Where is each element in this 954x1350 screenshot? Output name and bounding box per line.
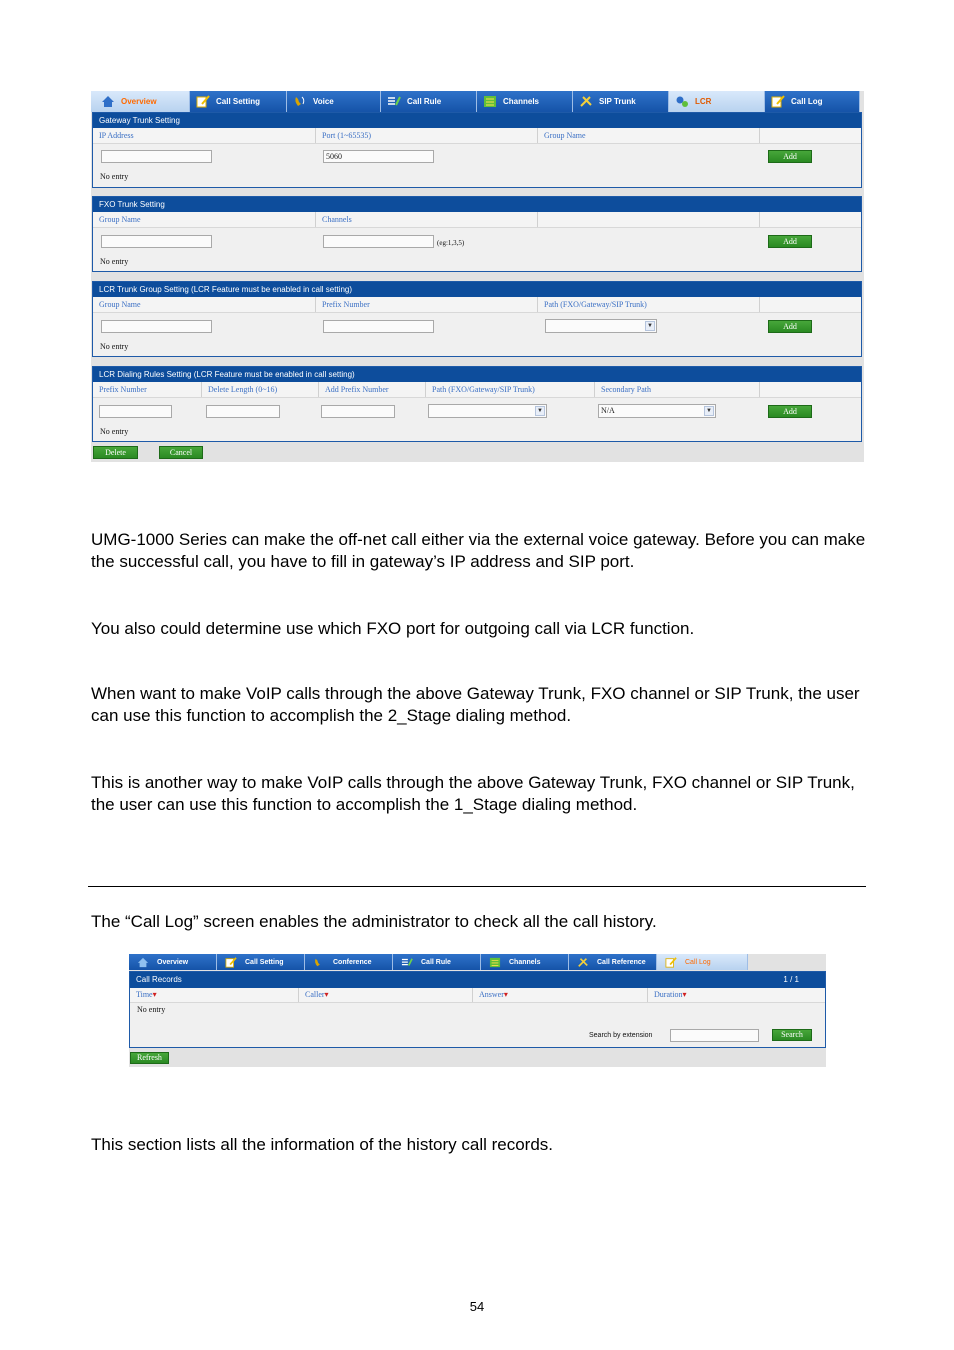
- lcr-icon: [675, 95, 689, 108]
- tab-call-rule-label: Call Rule: [407, 97, 442, 106]
- tab-channels[interactable]: [477, 91, 573, 112]
- page-indicator: 1 / 1: [783, 975, 799, 984]
- col-prefix-number: Prefix Number: [315, 297, 537, 312]
- tab-call-rule[interactable]: [393, 954, 481, 970]
- tab-lcr-label: LCR: [695, 97, 712, 106]
- tab-channels[interactable]: [481, 954, 569, 970]
- column-header-row: [93, 382, 861, 398]
- lcr-group-name-input[interactable]: [101, 320, 212, 333]
- col-add-prefix: Add Prefix Number: [318, 382, 425, 397]
- tab-conference-label: Conference: [333, 958, 372, 966]
- fxo-no-entry: No entry: [100, 257, 129, 266]
- section-title: Gateway Trunk Setting: [93, 113, 861, 128]
- col-prefix-number: Prefix Number: [99, 385, 147, 394]
- tab-call-rule[interactable]: [381, 91, 477, 112]
- col-action: [759, 297, 863, 312]
- tab-call-log[interactable]: [765, 91, 860, 112]
- col-group-name: Group Name: [99, 215, 141, 224]
- tab-call-reference[interactable]: [569, 954, 657, 970]
- chevron-down-icon: ▼: [704, 406, 714, 416]
- fxo-trunk-section: [92, 196, 862, 272]
- paragraph-lcr-dialing-rules: This is another way to make VoIP calls through the above Gateway Trunk, FXO channel or SIP Trunk, the user can use this function to accomplish the 1_Stage dialing method.: [91, 773, 855, 814]
- section-title: FXO Trunk Setting: [93, 197, 861, 212]
- add-prefix-input[interactable]: [321, 405, 395, 418]
- delete-length-input[interactable]: [206, 405, 280, 418]
- tab-call-log-label: Call Log: [685, 958, 711, 966]
- call-records-section: [129, 971, 826, 1048]
- secondary-path-select[interactable]: [598, 404, 716, 418]
- lcr-dialing-rules-section: [92, 366, 862, 442]
- tab-sip-trunk-label: SIP Trunk: [599, 97, 636, 106]
- col-secondary-path: Secondary Path: [594, 382, 759, 397]
- tab-conference[interactable]: [305, 954, 393, 970]
- call-setting-icon: [196, 95, 210, 108]
- tab-overview-label: Overview: [157, 958, 189, 966]
- col-answer-label: Answer: [479, 990, 504, 999]
- col-duration[interactable]: [647, 988, 825, 1002]
- tab-overview[interactable]: [91, 91, 190, 112]
- tab-call-log[interactable]: [657, 954, 748, 970]
- sort-down-icon: ▾: [503, 990, 508, 999]
- dialing-add-button[interactable]: Add: [768, 405, 812, 418]
- tab-call-setting[interactable]: [190, 91, 287, 112]
- col-channels: Channels: [315, 212, 537, 227]
- call-setting-icon: [225, 957, 237, 968]
- col-caller[interactable]: [298, 988, 472, 1002]
- paragraph-fxo-trunk: You also could determine use which FXO port for outgoing call via LCR function.: [91, 619, 695, 638]
- call-log-tab-bar: [129, 954, 748, 970]
- tab-channels-label: Channels: [509, 958, 541, 966]
- chevron-down-icon: ▼: [535, 406, 545, 416]
- col-answer[interactable]: [472, 988, 647, 1002]
- tab-channels-label: Channels: [503, 97, 540, 106]
- channels-hint: (eg:1,3,5): [437, 239, 465, 247]
- column-header-row: [93, 128, 861, 144]
- lcr-prefix-input[interactable]: [323, 320, 434, 333]
- refresh-button[interactable]: Refresh: [130, 1052, 169, 1064]
- col-port: Port (1~65535): [315, 128, 537, 143]
- call-records-header: [130, 972, 825, 988]
- tab-voice[interactable]: [287, 91, 381, 112]
- chevron-down-icon: ▼: [645, 321, 655, 331]
- dial-prefix-input[interactable]: [99, 405, 172, 418]
- column-header-row: [130, 988, 825, 1003]
- ip-address-input[interactable]: [101, 150, 212, 163]
- paragraph-lcr-trunk-group: When want to make VoIP calls through the above Gateway Trunk, FXO channel or SIP Trunk, the user can use this function to accomplish the 2_Stage dialing method.: [91, 684, 860, 725]
- cancel-button[interactable]: Cancel: [159, 446, 203, 459]
- call-records-no-entry: No entry: [137, 1005, 166, 1014]
- paragraph-call-records: This section lists all the information of the history call records.: [91, 1135, 554, 1154]
- conference-icon: [313, 957, 325, 968]
- col-path: Path (FXO/Gateway/SIP Trunk): [537, 297, 759, 312]
- col-group-name: Group Name: [537, 128, 759, 143]
- lcr-group-add-button[interactable]: Add: [768, 320, 812, 333]
- dialing-no-entry: No entry: [100, 427, 129, 436]
- call-rule-icon: [401, 957, 413, 968]
- tab-call-reference-label: Call Reference: [597, 958, 646, 966]
- port-input[interactable]: 5060: [323, 150, 434, 163]
- fxo-add-button[interactable]: Add: [768, 235, 812, 248]
- col-path: Path (FXO/Gateway/SIP Trunk): [425, 382, 594, 397]
- call-reference-icon: [577, 957, 589, 968]
- voice-icon: [293, 95, 307, 108]
- delete-button[interactable]: Delete: [93, 446, 138, 459]
- tab-overview[interactable]: [129, 954, 217, 970]
- secondary-path-value: N/A: [601, 406, 615, 415]
- col-time[interactable]: [130, 988, 298, 1002]
- tab-voice-label: Voice: [313, 97, 334, 106]
- search-label: Search by extension: [589, 1032, 653, 1039]
- section-divider: [88, 886, 866, 887]
- col-time-label: Time: [136, 990, 153, 999]
- tab-call-log-label: Call Log: [791, 97, 823, 106]
- tab-lcr[interactable]: [669, 91, 765, 112]
- gateway-trunk-section: [92, 112, 862, 188]
- channels-icon: [489, 957, 501, 968]
- tab-sip-trunk[interactable]: [573, 91, 669, 112]
- section-title: LCR Dialing Rules Setting (LCR Feature must be enabled in call setting): [93, 367, 861, 382]
- col-action: [759, 128, 863, 143]
- call-log-screenshot: [129, 954, 826, 1067]
- call-log-icon: [771, 95, 785, 108]
- search-button[interactable]: Search: [772, 1029, 812, 1041]
- tab-call-setting-label: Call Setting: [245, 958, 284, 966]
- sort-down-icon: ▾: [682, 990, 687, 999]
- fxo-group-name-input[interactable]: [101, 235, 212, 248]
- lcr-screenshot: [91, 91, 864, 462]
- sip-trunk-icon: [579, 95, 593, 108]
- lcr-tab-bar: [91, 91, 860, 112]
- col-delete-length: Delete Length (0~16): [201, 382, 318, 397]
- col-empty: [537, 212, 759, 227]
- overview-icon: [101, 95, 115, 108]
- tab-call-rule-label: Call Rule: [421, 958, 451, 966]
- lcr-trunk-group-section: [92, 281, 862, 357]
- tab-overview-label: Overview: [121, 97, 157, 106]
- paragraph-call-log: The “Call Log” screen enables the administrator to check all the call history.: [91, 912, 657, 931]
- call-rule-icon: [387, 95, 401, 108]
- search-extension-input[interactable]: [670, 1029, 759, 1042]
- tab-call-setting-label: Call Setting: [216, 97, 261, 106]
- sort-down-icon: ▾: [324, 990, 329, 999]
- col-ip-address: IP Address: [99, 131, 134, 140]
- tab-call-setting[interactable]: [217, 954, 305, 970]
- paragraph-gateway-trunk: UMG-1000 Series can make the off-net call either via the external voice gateway. Before you can make the successful call, you have to fill in gateway’s IP address and SIP port.: [91, 530, 866, 571]
- gateway-no-entry: No entry: [100, 172, 129, 181]
- dial-path-select[interactable]: [428, 404, 547, 418]
- col-action: [759, 212, 863, 227]
- channels-icon: [483, 95, 497, 108]
- lcr-path-select[interactable]: [545, 319, 657, 333]
- column-header-row: [93, 212, 861, 228]
- col-group-name: Group Name: [99, 300, 141, 309]
- col-duration-label: Duration: [654, 990, 683, 999]
- overview-icon: [137, 957, 149, 968]
- lcr-group-no-entry: No entry: [100, 342, 129, 351]
- column-header-row: [93, 297, 861, 313]
- sort-down-icon: ▾: [152, 990, 157, 999]
- section-title: LCR Trunk Group Setting (LCR Feature must be enabled in call setting): [93, 282, 861, 297]
- call-log-icon: [665, 957, 677, 968]
- section-title: Call Records: [136, 975, 182, 984]
- page-number: 54: [469, 1299, 485, 1314]
- gateway-add-button[interactable]: Add: [768, 150, 812, 163]
- col-action: [759, 382, 863, 397]
- fxo-channels-input[interactable]: [323, 235, 434, 248]
- col-caller-label: Caller: [305, 990, 325, 999]
